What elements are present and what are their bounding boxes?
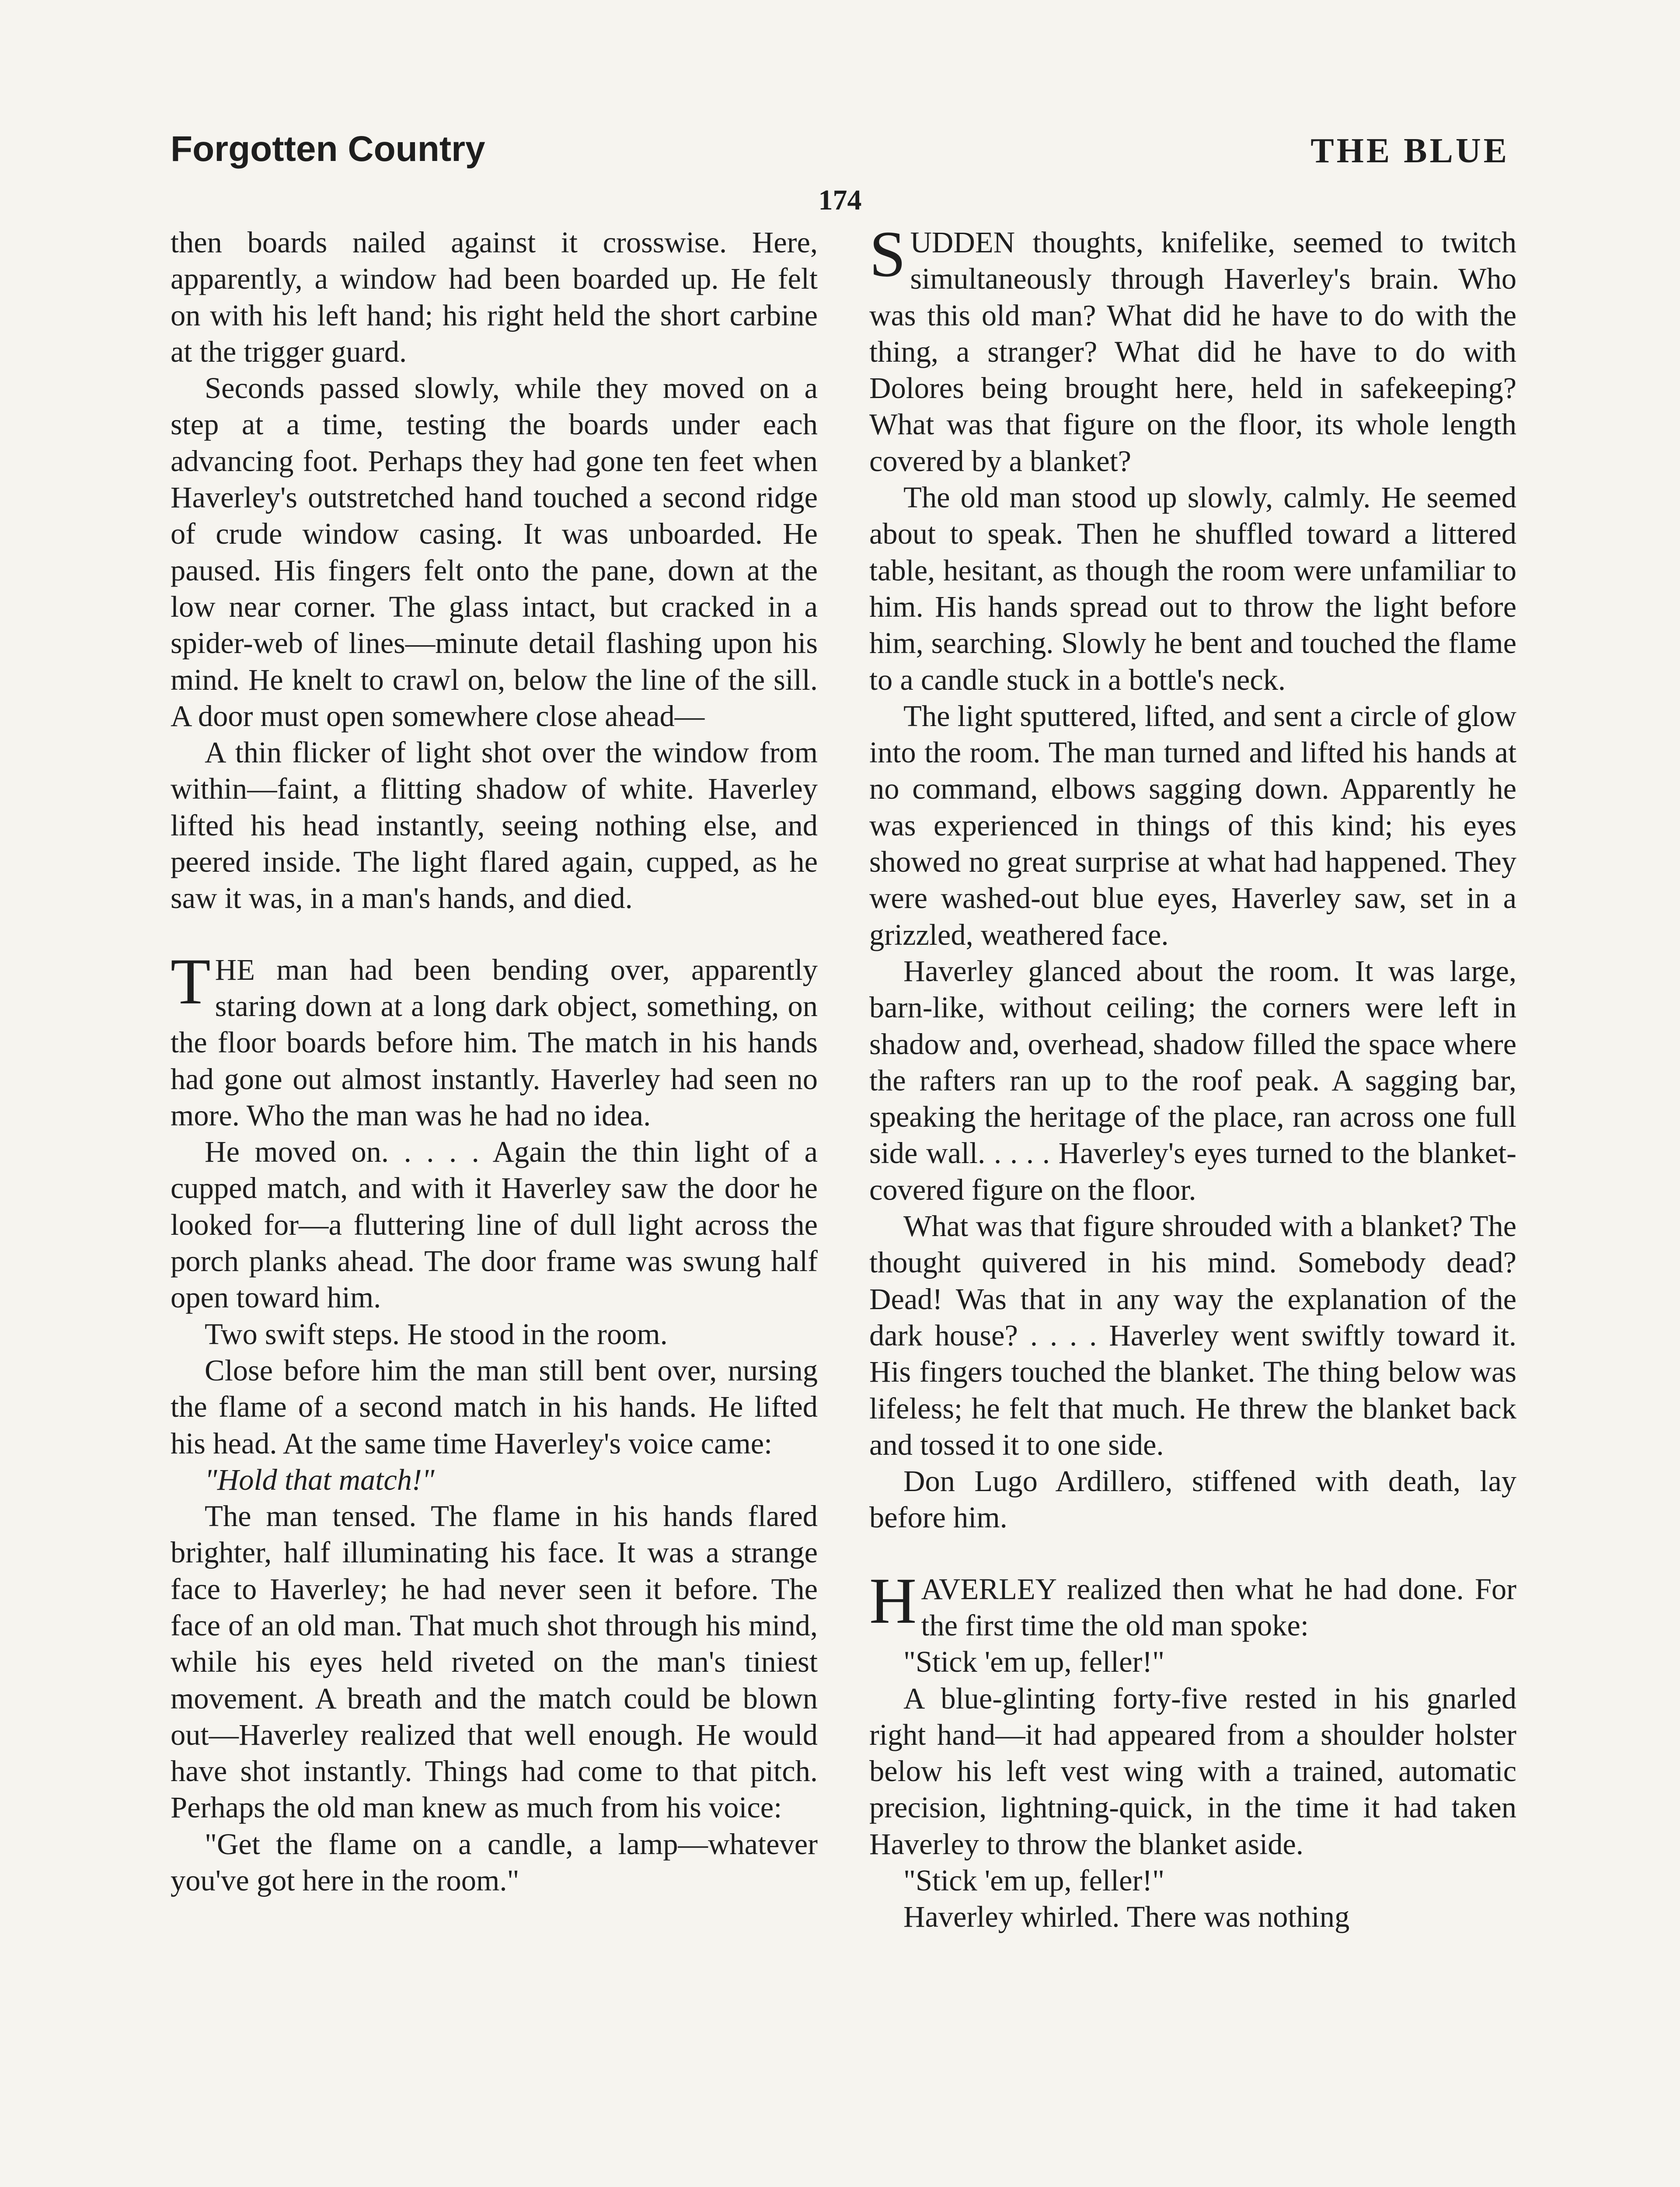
paragraph: What was that figure shrouded with a blanket? The thought quivered in his mind. Somebody dead? Dead! Was that in any way the explanation of the dark house? . . . . Haverley went swiftly toward it. His fingers touched the blanket. The thing below was lifeless; he felt that much. He threw the blanket back and tossed it to one side.	[869, 1209, 1516, 1461]
paragraph: The man tensed. The flame in his hands flared brighter, half illuminating his face. It was a strange face to Haverley; he had never seen it before. The face of an old man. That much shot through his mind, while his eyes held riveted on the man's tiniest movement. A breath and the match could be blown out—Haverley realized that well enough. He would have shot instantly. Things had come to that pitch. Perhaps the old man knew as much from his voice:	[171, 1499, 818, 1824]
paragraph: Haverley glanced about the room. It was large, barn-like, without ceiling; the corners were left in shadow and, overhead, shadow filled the space where the rafters ran up to the roof peak. A sagging bar, speaking the heritage of the place, ran across one full side wall. . . . . Haverley's eyes turned to the blanket-covered figure on the floor.	[869, 954, 1516, 1206]
page-number: 174	[818, 184, 862, 216]
section-paragraph	[869, 1564, 1516, 1644]
drop-cap: S	[869, 218, 906, 290]
page-title: Forgotten Country	[171, 129, 485, 169]
paragraph: He moved on. . . . . Again the thin light of a cupped match, and with it Haverley saw the door he looked for—a fluttering line of dull light across the porch planks ahead. The door frame was swung half open toward him.	[171, 1135, 818, 1314]
drop-cap: T	[171, 945, 211, 1018]
section-paragraph	[171, 945, 818, 1134]
dialogue-line: "Hold that match!"	[205, 1463, 435, 1496]
drop-cap: H	[869, 1564, 917, 1637]
dialogue-line: "Stick 'em up, feller!"	[903, 1645, 1165, 1679]
section-paragraph	[869, 218, 1516, 479]
paragraph: A thin flicker of light shot over the window from within—faint, a flitting shadow of white. Haverley lifted his head instantly, seeing nothing else, and peered inside. The light flared again, cupped, as he saw it was, in a man's hands, and died.	[171, 736, 818, 915]
paragraph: Two swift steps. He stood in the room.	[205, 1317, 668, 1351]
magazine-name: THE BLUE	[1311, 132, 1509, 170]
right-column	[869, 218, 1516, 1935]
paragraph-text: UDDEN thoughts, knifelike, seemed to twitch simultaneously through Haverley's brain. Who was this old man? What did he have to do with the thing, a stranger? What did he have to do with Dolores being brought here, held in safekeeping? What was that figure on the floor, its whole length covered by a blanket?	[869, 226, 1516, 478]
paragraph: Close before him the man still bent over, nursing the flame of a second match in his hands. He lifted his head. At the same time Haverley's voice came:	[171, 1353, 818, 1460]
paragraph-text: HE man had been bending over, apparently staring down at a long dark object, something, on the floor boards before him. The match in his hands had gone out almost instantly. Haverley had seen no more. Who the man was he had no idea.	[171, 953, 818, 1132]
paragraph: Seconds passed slowly, while they moved on a step at a time, testing the boards under each advancing foot. Perhaps they had gone ten feet when Haverley's outstretched hand touched a second ridge of crude window casing. It was unboarded. He paused. His fingers felt onto the pane, down at the low near corner. The glass intact, but cracked in a spider-web of lines—minute detail flashing upon his mind. He knelt to crawl on, below the line of the sill. A door must open somewhere close ahead—	[171, 371, 818, 733]
paragraph-text: AVERLEY realized then what he had done. For the first time the old man spoke:	[921, 1572, 1516, 1642]
dialogue-line: "Stick 'em up, feller!"	[903, 1864, 1165, 1897]
left-column	[171, 224, 818, 1899]
paragraph: The old man stood up slowly, calmly. He seemed about to speak. Then he shuffled toward a littered table, hesitant, as though the room were unfamiliar to him. His hands spread out to throw the light before him, searching. Slowly he bent and touched the flame to a candle stuck in a bottle's neck.	[869, 481, 1516, 696]
paragraph: Don Lugo Ardillero, stiffened with death, lay before him.	[869, 1464, 1516, 1534]
paragraph: A blue-glinting forty-five rested in his gnarled right hand—it had appeared from a shoulder holster below his left vest wing with a trained, automatic precision, lightning-quick, in the time it had taken Haverley to throw the blanket aside.	[869, 1681, 1516, 1861]
paragraph: then boards nailed against it crosswise. Here, apparently, a window had been boarded up. He felt on with his left hand; his right held the short carbine at the trigger guard.	[171, 226, 818, 368]
paragraph: Haverley whirled. There was nothing	[903, 1900, 1350, 1934]
paragraph: "Get the flame on a candle, a lamp—whatever you've got here in the room."	[171, 1827, 818, 1897]
paragraph: The light sputtered, lifted, and sent a circle of glow into the room. The man turned and lifted his hands at no command, elbows sagging down. Apparently he was experienced in things of this kind; his eyes showed no great surprise at what had happened. They were washed-out blue eyes, Haverley saw, set in a grizzled, weathered face.	[869, 699, 1516, 951]
